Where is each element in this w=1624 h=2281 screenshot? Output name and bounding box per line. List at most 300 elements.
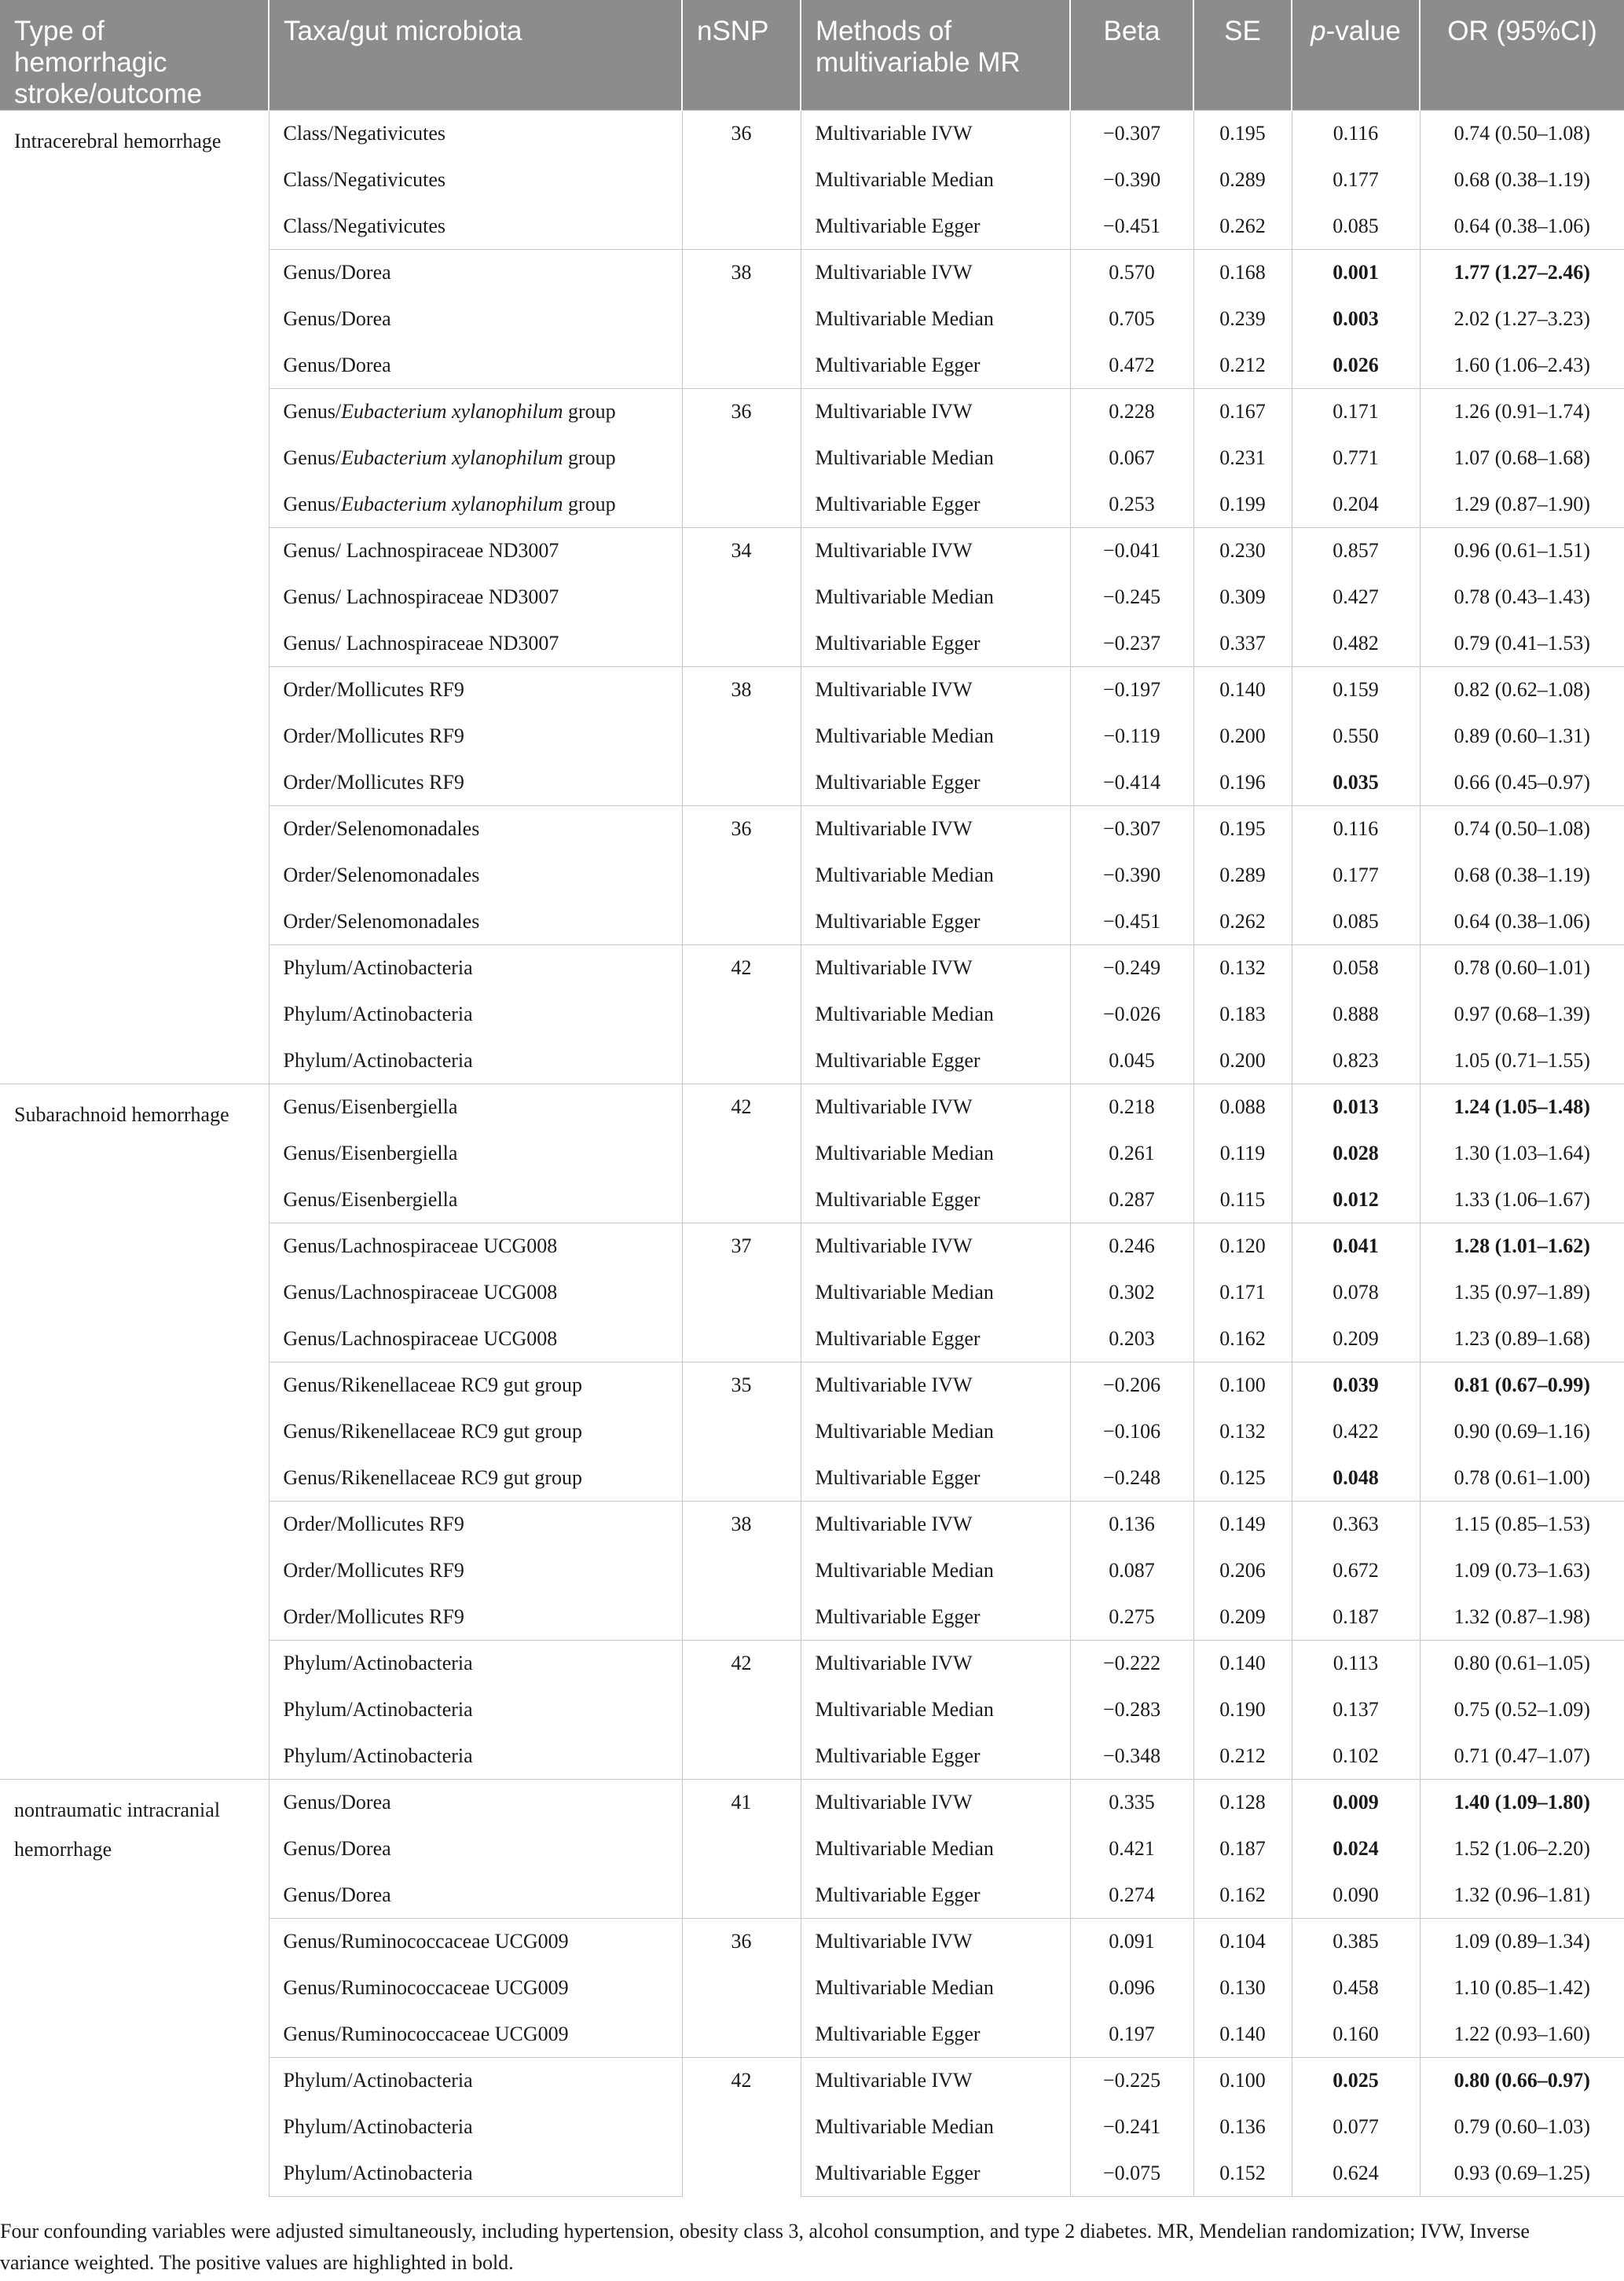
method-cell: Multivariable Median [801, 1965, 1070, 2011]
or-cell: 0.74 (0.50–1.08) [1420, 111, 1624, 157]
header-row [0, 0, 1624, 111]
taxa-cell: Order/Mollicutes RF9 [269, 760, 682, 806]
taxa-cell: Genus/Ruminococcaceae UCG009 [269, 2011, 682, 2058]
or-cell: 1.33 (1.06–1.67) [1454, 1187, 1590, 1211]
taxa-cell: Genus/Eisenbergiella [269, 1131, 682, 1177]
se-cell: 0.262 [1193, 204, 1292, 250]
pvalue-cell: 0.427 [1292, 574, 1420, 621]
taxa-cell: Genus/Rikenellaceae RC9 gut group [269, 1455, 682, 1502]
se-cell: 0.289 [1193, 157, 1292, 204]
se-cell: 0.337 [1193, 621, 1292, 667]
se-cell: 0.130 [1193, 1965, 1292, 2011]
or-cell: 0.93 (0.69–1.25) [1420, 2151, 1624, 2197]
nsnp-cell: 35 [682, 1362, 801, 1502]
pvalue-cell: 0.026 [1292, 343, 1420, 389]
or-cell: 1.40 (1.09–1.80) [1420, 1780, 1624, 1826]
taxa-italic-name: Eubacterium xylanophilum [341, 400, 563, 424]
or-cell: 1.15 (0.85–1.53) [1420, 1502, 1624, 1548]
footnote-line-2: variance weighted. The positive values are highlighted in bold. [0, 2251, 514, 2274]
or-cell: 0.79 (0.60–1.03) [1454, 2115, 1590, 2138]
or-cell: 1.28 (1.01–1.62) [1420, 1223, 1624, 1270]
taxa-cell: Genus/Lachnospiraceae UCG008 [269, 1316, 682, 1362]
beta-cell: −0.451 [1070, 899, 1193, 945]
method-cell: Multivariable IVW [801, 111, 1070, 157]
se-cell: 0.140 [1193, 2011, 1292, 2058]
method-cell: Multivariable Median [801, 1826, 1070, 1872]
method-cell: Multivariable IVW [801, 1362, 1070, 1409]
taxa-suffix: group [563, 400, 616, 424]
taxa-cell [269, 482, 682, 528]
beta-cell: −0.075 [1070, 2151, 1193, 2197]
se-cell: 0.100 [1193, 1362, 1292, 1409]
beta-cell: 0.228 [1070, 389, 1193, 435]
method-cell: Multivariable IVW [801, 528, 1070, 574]
or-cell: 1.05 (0.71–1.55) [1454, 1048, 1590, 1072]
se-cell: 0.230 [1193, 528, 1292, 574]
method-cell: Multivariable IVW [801, 1919, 1070, 1965]
method-cell: Multivariable Egger [801, 621, 1070, 667]
nsnp-cell: 36 [682, 389, 801, 528]
pvalue-cell: 0.009 [1292, 1780, 1420, 1826]
taxa-cell: Order/Mollicutes RF9 [269, 1502, 682, 1548]
pvalue-cell: 0.177 [1292, 853, 1420, 899]
pvalue-cell: 0.048 [1292, 1455, 1420, 1502]
or-cell: 1.23 (0.89–1.68) [1454, 1326, 1590, 1350]
beta-cell: −0.119 [1070, 713, 1193, 760]
beta-cell: −0.390 [1070, 157, 1193, 204]
pvalue-cell: 0.385 [1292, 1919, 1420, 1965]
or-cell: 0.82 (0.62–1.08) [1420, 667, 1624, 713]
taxa-cell: Genus/ Lachnospiraceae ND3007 [269, 528, 682, 574]
or-cell: 1.52 (1.06–2.20) [1454, 1837, 1590, 1860]
method-cell: Multivariable IVW [801, 1223, 1070, 1270]
pvalue-cell: 0.171 [1292, 389, 1420, 435]
or-cell: 1.09 (0.73–1.63) [1454, 1559, 1590, 1582]
method-cell: Multivariable Egger [801, 2151, 1070, 2197]
taxa-cell: Order/Mollicutes RF9 [269, 1594, 682, 1641]
method-cell: Multivariable IVW [801, 945, 1070, 992]
taxa-cell: Genus/Eisenbergiella [269, 1177, 682, 1223]
pvalue-cell: 0.857 [1292, 528, 1420, 574]
method-cell: Multivariable Egger [801, 899, 1070, 945]
taxa-cell: Phylum/Actinobacteria [269, 992, 682, 1038]
taxa-cell: Phylum/Actinobacteria [269, 2151, 682, 2197]
nsnp-cell: 42 [682, 1641, 801, 1780]
header-pvalue [1292, 0, 1420, 111]
beta-cell: 0.261 [1070, 1131, 1193, 1177]
beta-cell: 0.335 [1070, 1780, 1193, 1826]
se-cell: 0.289 [1193, 853, 1292, 899]
method-cell: Multivariable Median [801, 435, 1070, 482]
or-cell: 1.32 (0.87–1.98) [1454, 1604, 1590, 1628]
pvalue-cell: 0.482 [1292, 621, 1420, 667]
beta-cell: −0.307 [1070, 111, 1193, 157]
header-se: SE [1193, 0, 1292, 111]
nsnp-cell: 38 [682, 667, 801, 806]
beta-cell: 0.246 [1070, 1223, 1193, 1270]
pvalue-cell: 0.422 [1292, 1409, 1420, 1455]
method-cell: Multivariable Egger [801, 1455, 1070, 1502]
pvalue-cell: 0.085 [1292, 204, 1420, 250]
or-cell: 0.78 (0.60–1.01) [1420, 945, 1624, 992]
method-cell: Multivariable Median [801, 1409, 1070, 1455]
taxa-cell: Class/Negativicutes [269, 157, 682, 204]
taxa-cell: Phylum/Actinobacteria [269, 2058, 682, 2104]
method-cell: Multivariable IVW [801, 389, 1070, 435]
method-cell: Multivariable Egger [801, 1316, 1070, 1362]
or-cell: 1.30 (1.03–1.64) [1454, 1142, 1590, 1164]
pvalue-cell: 0.012 [1292, 1177, 1420, 1223]
beta-cell: 0.136 [1070, 1502, 1193, 1548]
or-cell: 0.89 (0.60–1.31) [1454, 724, 1590, 747]
or-cell: 0.80 (0.66–0.97) [1420, 2058, 1624, 2104]
or-cell: 0.68 (0.38–1.19) [1454, 168, 1590, 191]
beta-cell: 0.275 [1070, 1594, 1193, 1641]
se-cell: 0.262 [1193, 899, 1292, 945]
pvalue-cell: 0.363 [1292, 1502, 1420, 1548]
or-cell: 1.35 (0.97–1.89) [1454, 1281, 1590, 1304]
beta-cell: 0.197 [1070, 2011, 1193, 2058]
se-cell: 0.162 [1193, 1872, 1292, 1919]
or-cell: 0.90 (0.69–1.16) [1454, 1420, 1590, 1443]
or-cell: 0.97 (0.68–1.39) [1454, 1003, 1590, 1025]
pvalue-cell: 0.160 [1292, 2011, 1420, 2058]
method-cell: Multivariable Median [801, 1548, 1070, 1594]
or-cell: 0.71 (0.47–1.07) [1454, 1744, 1590, 1767]
taxa-cell: Genus/Dorea [269, 1826, 682, 1872]
table-footnote [0, 2216, 1624, 2279]
se-cell: 0.206 [1193, 1548, 1292, 1594]
taxa-italic-name: Eubacterium xylanophilum [341, 492, 563, 515]
pvalue-cell: 0.078 [1292, 1270, 1420, 1316]
pvalue-cell: 0.035 [1292, 760, 1420, 806]
pvalue-cell: 0.624 [1292, 2151, 1420, 2197]
nsnp-cell: 42 [682, 2058, 801, 2197]
taxa-suffix: group [563, 446, 616, 469]
or-cell: 1.07 (0.68–1.68) [1454, 446, 1590, 469]
header-taxa: Taxa/gut microbiota [269, 0, 682, 111]
table-row [0, 111, 1624, 157]
se-cell: 0.200 [1193, 1038, 1292, 1084]
se-cell: 0.088 [1193, 1084, 1292, 1131]
header-beta: Beta [1070, 0, 1193, 111]
beta-cell: −0.222 [1070, 1641, 1193, 1687]
pvalue-cell: 0.116 [1292, 111, 1420, 157]
or-cell: 0.80 (0.61–1.05) [1420, 1641, 1624, 1687]
taxa-cell: Genus/Dorea [269, 1780, 682, 1826]
pvalue-cell: 0.028 [1292, 1131, 1420, 1177]
nsnp-cell: 41 [682, 1780, 801, 1919]
or-cell: 0.81 (0.67–0.99) [1420, 1362, 1624, 1409]
beta-cell: 0.045 [1070, 1038, 1193, 1084]
beta-cell: 0.087 [1070, 1548, 1193, 1594]
beta-cell: 0.302 [1070, 1270, 1193, 1316]
pvalue-cell: 0.013 [1292, 1084, 1420, 1131]
se-cell: 0.136 [1193, 2104, 1292, 2151]
nsnp-cell: 36 [682, 1919, 801, 2058]
se-cell: 0.195 [1193, 111, 1292, 157]
taxa-cell: Genus/Eisenbergiella [269, 1084, 682, 1131]
method-cell: Multivariable Median [801, 157, 1070, 204]
or-cell: 1.09 (0.89–1.34) [1420, 1919, 1624, 1965]
taxa-cell [269, 435, 682, 482]
taxa-cell: Order/Mollicutes RF9 [269, 1548, 682, 1594]
taxa-cell: Order/Selenomonadales [269, 853, 682, 899]
table-row [0, 1084, 1624, 1131]
taxa-cell: Phylum/Actinobacteria [269, 945, 682, 992]
taxa-cell: Phylum/Actinobacteria [269, 1641, 682, 1687]
taxa-cell: Phylum/Actinobacteria [269, 1687, 682, 1733]
taxa-cell: Phylum/Actinobacteria [269, 1733, 682, 1780]
taxa-cell: Order/Selenomonadales [269, 899, 682, 945]
taxa-cell [269, 389, 682, 435]
beta-cell: −0.248 [1070, 1455, 1193, 1502]
table-row [0, 1780, 1624, 1826]
se-cell: 0.120 [1193, 1223, 1292, 1270]
se-cell: 0.239 [1193, 296, 1292, 343]
header-methods: Methods of multivariable MR [801, 0, 1070, 111]
or-cell: 0.96 (0.61–1.51) [1420, 528, 1624, 574]
method-cell: Multivariable Median [801, 574, 1070, 621]
pvalue-cell: 0.771 [1292, 435, 1420, 482]
table-body [0, 111, 1624, 2197]
nsnp-cell: 36 [682, 806, 801, 945]
taxa-cell: Genus/Rikenellaceae RC9 gut group [269, 1409, 682, 1455]
taxa-italic-name: Eubacterium xylanophilum [341, 446, 563, 469]
beta-cell: 0.705 [1070, 296, 1193, 343]
or-cell: 0.74 (0.50–1.08) [1420, 806, 1624, 853]
method-cell: Multivariable Egger [801, 1038, 1070, 1084]
beta-cell: −0.197 [1070, 667, 1193, 713]
or-cell: 1.32 (0.96–1.81) [1454, 1883, 1590, 1906]
method-cell: Multivariable Median [801, 713, 1070, 760]
pvalue-cell: 0.888 [1292, 992, 1420, 1038]
method-cell: Multivariable Egger [801, 343, 1070, 389]
taxa-cell: Genus/Rikenellaceae RC9 gut group [269, 1362, 682, 1409]
beta-cell: −0.106 [1070, 1409, 1193, 1455]
beta-cell: 0.203 [1070, 1316, 1193, 1362]
beta-cell: 0.274 [1070, 1872, 1193, 1919]
nsnp-cell: 36 [682, 111, 801, 250]
nsnp-cell: 42 [682, 1084, 801, 1223]
or-cell: 1.77 (1.27–2.46) [1420, 250, 1624, 296]
taxa-cell: Genus/Ruminococcaceae UCG009 [269, 1919, 682, 1965]
method-cell: Multivariable Median [801, 1687, 1070, 1733]
method-cell: Multivariable Median [801, 2104, 1070, 2151]
nsnp-cell: 37 [682, 1223, 801, 1362]
header-p-suffix: -value [1325, 16, 1401, 46]
method-cell: Multivariable IVW [801, 2058, 1070, 2104]
pvalue-cell: 0.204 [1292, 482, 1420, 528]
method-cell: Multivariable IVW [801, 1641, 1070, 1687]
beta-cell: −0.206 [1070, 1362, 1193, 1409]
taxa-cell: Order/Mollicutes RF9 [269, 713, 682, 760]
method-cell: Multivariable Egger [801, 2011, 1070, 2058]
method-cell: Multivariable IVW [801, 667, 1070, 713]
se-cell: 0.152 [1193, 2151, 1292, 2197]
or-cell: 0.75 (0.52–1.09) [1454, 1698, 1590, 1721]
outcome-type-cell: Intracerebral hemorrhage [0, 111, 269, 1084]
header-nsnp: nSNP [682, 0, 801, 111]
method-cell: Multivariable Egger [801, 1177, 1070, 1223]
beta-cell: 0.091 [1070, 1919, 1193, 1965]
taxa-cell: Genus/Dorea [269, 250, 682, 296]
method-cell: Multivariable Median [801, 992, 1070, 1038]
taxa-cell: Genus/Dorea [269, 343, 682, 389]
pvalue-cell: 0.823 [1292, 1038, 1420, 1084]
se-cell: 0.132 [1193, 945, 1292, 992]
method-cell: Multivariable Egger [801, 482, 1070, 528]
taxa-cell: Order/Selenomonadales [269, 806, 682, 853]
beta-cell: 0.253 [1070, 482, 1193, 528]
se-cell: 0.187 [1193, 1826, 1292, 1872]
taxa-cell: Genus/Ruminococcaceae UCG009 [269, 1965, 682, 2011]
beta-cell: 0.570 [1070, 250, 1193, 296]
taxa-prefix: Genus/ [283, 446, 342, 469]
taxa-prefix: Genus/ [283, 400, 342, 424]
or-cell: 1.22 (0.93–1.60) [1454, 2022, 1590, 2045]
beta-cell: −0.451 [1070, 204, 1193, 250]
beta-cell: 0.067 [1070, 435, 1193, 482]
pvalue-cell: 0.102 [1292, 1733, 1420, 1780]
beta-cell: 0.472 [1070, 343, 1193, 389]
or-cell: 0.66 (0.45–0.97) [1454, 770, 1590, 794]
beta-cell: −0.348 [1070, 1733, 1193, 1780]
beta-cell: 0.218 [1070, 1084, 1193, 1131]
beta-cell: −0.241 [1070, 2104, 1193, 2151]
outcome-type-cell: Subarachnoid hemorrhage [0, 1084, 269, 1780]
or-cell: 0.78 (0.43–1.43) [1454, 585, 1590, 608]
beta-cell: −0.249 [1070, 945, 1193, 992]
beta-cell: −0.283 [1070, 1687, 1193, 1733]
or-cell: 0.68 (0.38–1.19) [1454, 864, 1590, 886]
method-cell: Multivariable IVW [801, 806, 1070, 853]
se-cell: 0.140 [1193, 667, 1292, 713]
se-cell: 0.196 [1193, 760, 1292, 806]
or-cell: 1.24 (1.05–1.48) [1420, 1084, 1624, 1131]
header-p-italic: p [1311, 16, 1326, 46]
nsnp-cell: 42 [682, 945, 801, 1084]
taxa-prefix: Genus/ [283, 492, 342, 515]
method-cell: Multivariable Median [801, 1270, 1070, 1316]
taxa-cell: Genus/Dorea [269, 1872, 682, 1919]
pvalue-cell: 0.672 [1292, 1548, 1420, 1594]
or-cell: 0.79 (0.41–1.53) [1454, 631, 1590, 655]
or-cell: 1.60 (1.06–2.43) [1454, 353, 1590, 376]
se-cell: 0.195 [1193, 806, 1292, 853]
or-cell: 1.10 (0.85–1.42) [1454, 1976, 1590, 1999]
pvalue-cell: 0.116 [1292, 806, 1420, 853]
pvalue-cell: 0.550 [1292, 713, 1420, 760]
method-cell: Multivariable IVW [801, 1502, 1070, 1548]
se-cell: 0.200 [1193, 713, 1292, 760]
pvalue-cell: 0.159 [1292, 667, 1420, 713]
taxa-cell: Class/Negativicutes [269, 111, 682, 157]
method-cell: Multivariable Egger [801, 1594, 1070, 1641]
se-cell: 0.104 [1193, 1919, 1292, 1965]
taxa-cell: Class/Negativicutes [269, 204, 682, 250]
pvalue-cell: 0.001 [1292, 250, 1420, 296]
pvalue-cell: 0.187 [1292, 1594, 1420, 1641]
se-cell: 0.168 [1193, 250, 1292, 296]
taxa-cell: Genus/Lachnospiraceae UCG008 [269, 1270, 682, 1316]
taxa-cell: Order/Mollicutes RF9 [269, 667, 682, 713]
or-cell: 0.78 (0.61–1.00) [1454, 1465, 1590, 1489]
taxa-cell: Phylum/Actinobacteria [269, 2104, 682, 2151]
se-cell: 0.199 [1193, 482, 1292, 528]
method-cell: Multivariable IVW [801, 1780, 1070, 1826]
beta-cell: −0.225 [1070, 2058, 1193, 2104]
beta-cell: 0.287 [1070, 1177, 1193, 1223]
beta-cell: −0.414 [1070, 760, 1193, 806]
outcome-type-cell: nontraumatic intracranial hemorrhage [0, 1780, 269, 2197]
method-cell: Multivariable Median [801, 853, 1070, 899]
method-cell: Multivariable Egger [801, 204, 1070, 250]
nsnp-cell: 38 [682, 1502, 801, 1641]
se-cell: 0.183 [1193, 992, 1292, 1038]
se-cell: 0.171 [1193, 1270, 1292, 1316]
pvalue-cell: 0.177 [1292, 157, 1420, 204]
pvalue-cell: 0.041 [1292, 1223, 1420, 1270]
method-cell: Multivariable Egger [801, 1733, 1070, 1780]
beta-cell: −0.245 [1070, 574, 1193, 621]
se-cell: 0.212 [1193, 343, 1292, 389]
taxa-cell: Genus/ Lachnospiraceae ND3007 [269, 621, 682, 667]
beta-cell: −0.307 [1070, 806, 1193, 853]
pvalue-cell: 0.458 [1292, 1965, 1420, 2011]
se-cell: 0.140 [1193, 1641, 1292, 1687]
pvalue-cell: 0.058 [1292, 945, 1420, 992]
se-cell: 0.119 [1193, 1131, 1292, 1177]
se-cell: 0.125 [1193, 1455, 1292, 1502]
beta-cell: 0.096 [1070, 1965, 1193, 2011]
pvalue-cell: 0.039 [1292, 1362, 1420, 1409]
se-cell: 0.212 [1193, 1733, 1292, 1780]
se-cell: 0.115 [1193, 1177, 1292, 1223]
beta-cell: −0.026 [1070, 992, 1193, 1038]
se-cell: 0.309 [1193, 574, 1292, 621]
pvalue-cell: 0.077 [1292, 2104, 1420, 2151]
or-cell: 1.29 (0.87–1.90) [1454, 492, 1590, 515]
method-cell: Multivariable Egger [801, 1872, 1070, 1919]
taxa-suffix: group [563, 492, 616, 515]
pvalue-cell: 0.024 [1292, 1826, 1420, 1872]
beta-cell: −0.390 [1070, 853, 1193, 899]
pvalue-cell: 0.090 [1292, 1872, 1420, 1919]
taxa-cell: Genus/Lachnospiraceae UCG008 [269, 1223, 682, 1270]
or-cell: 2.02 (1.27–3.23) [1454, 307, 1590, 330]
header-type: Type of hemorrhagic stroke/outcome [0, 0, 269, 111]
or-cell: 0.64 (0.38–1.06) [1454, 214, 1590, 237]
taxa-cell: Genus/Dorea [269, 296, 682, 343]
se-cell: 0.231 [1193, 435, 1292, 482]
method-cell: Multivariable Median [801, 1131, 1070, 1177]
se-cell: 0.167 [1193, 389, 1292, 435]
se-cell: 0.132 [1193, 1409, 1292, 1455]
header-or: OR (95%CI) [1420, 0, 1624, 111]
beta-cell: −0.237 [1070, 621, 1193, 667]
pvalue-cell: 0.025 [1292, 2058, 1420, 2104]
se-cell: 0.149 [1193, 1502, 1292, 1548]
footnote-line-1: Four confounding variables were adjusted simultaneously, including hypertension, obesity class 3, alcohol consumption, and type 2 diabetes. MR, Mendelian randomization; IVW, Inverse [0, 2220, 1530, 2242]
se-cell: 0.209 [1193, 1594, 1292, 1641]
method-cell: Multivariable IVW [801, 250, 1070, 296]
or-cell: 0.64 (0.38–1.06) [1454, 909, 1590, 933]
se-cell: 0.190 [1193, 1687, 1292, 1733]
pvalue-cell: 0.137 [1292, 1687, 1420, 1733]
method-cell: Multivariable IVW [801, 1084, 1070, 1131]
nsnp-cell: 38 [682, 250, 801, 389]
